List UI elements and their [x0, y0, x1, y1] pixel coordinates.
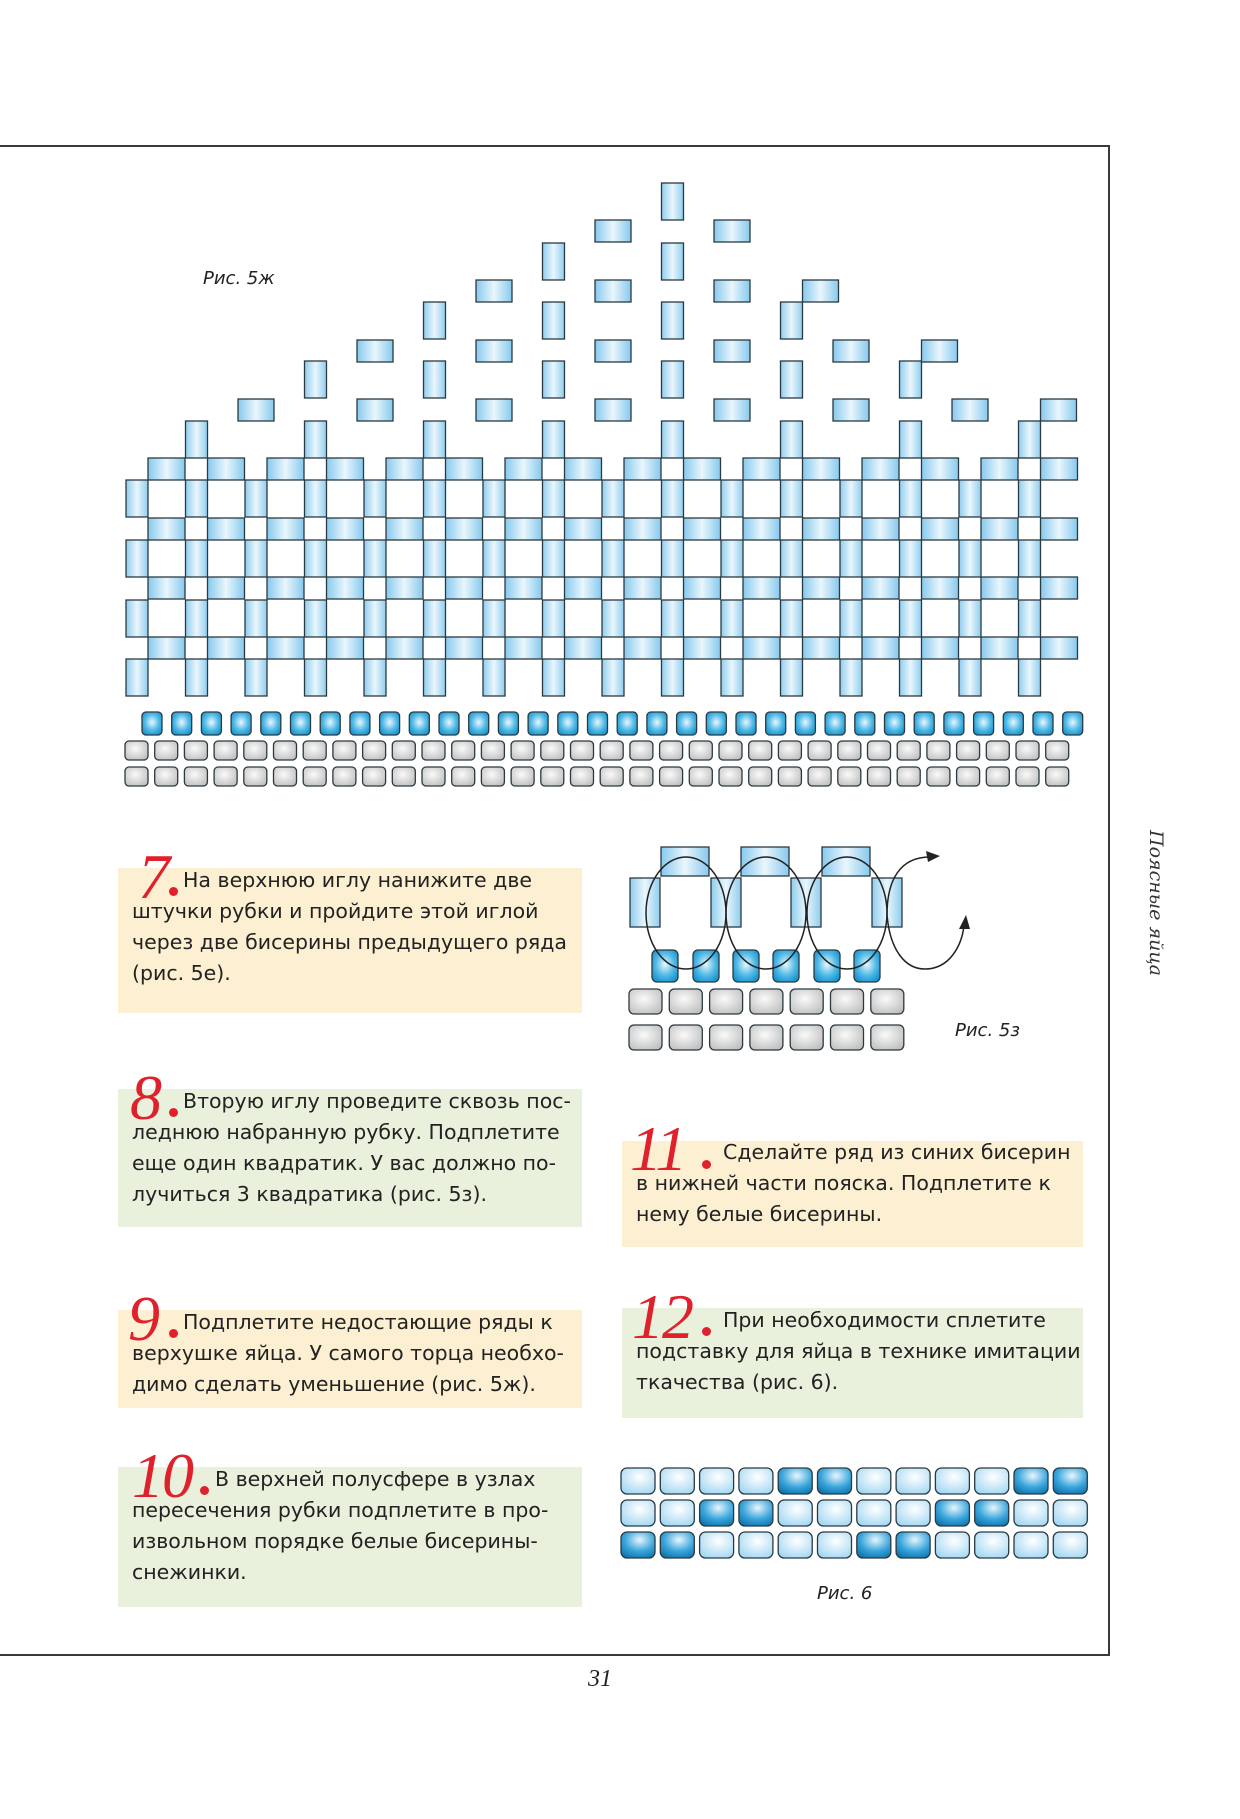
light-bead — [935, 1468, 969, 1494]
step-line: нему белые бисерины. — [636, 1202, 883, 1226]
light-bead — [896, 1500, 930, 1526]
step-line: В верхней полусфере в узлах — [215, 1467, 536, 1491]
figure-5zh-label: Рис. 5ж — [203, 268, 275, 289]
light-bead — [778, 1500, 812, 1526]
step-7 — [118, 841, 582, 1013]
light-bead — [700, 1532, 734, 1558]
light-bead — [857, 1500, 891, 1526]
page-number: 31 — [588, 1666, 612, 1692]
step-dot — [169, 887, 178, 896]
light-bead — [778, 1532, 812, 1558]
step-number: 11 — [630, 1113, 686, 1184]
frame-bottom-line — [0, 1654, 1110, 1656]
step-number: 7 — [138, 841, 168, 912]
light-bead — [621, 1468, 655, 1494]
light-bead — [1053, 1500, 1087, 1526]
dark-bead — [857, 1532, 891, 1558]
dark-bead — [739, 1500, 773, 1526]
step-line: Подплетите недостающие ряды к — [183, 1310, 553, 1334]
step-line: извольном порядке белые бисерины- — [132, 1529, 538, 1553]
step-dot — [169, 1108, 178, 1117]
light-bead — [660, 1500, 694, 1526]
step-line: леднюю набранную рубку. Подплетите — [132, 1120, 560, 1144]
dark-bead — [660, 1532, 694, 1558]
dark-bead — [975, 1500, 1009, 1526]
dark-bead — [1014, 1468, 1048, 1494]
figure-5z-label: Рис. 5з — [955, 1020, 1020, 1041]
light-bead — [935, 1532, 969, 1558]
dark-bead — [700, 1500, 734, 1526]
light-bead — [975, 1468, 1009, 1494]
step-line: еще один квадратик. У вас должно по- — [132, 1151, 556, 1175]
step-line: подставку для яйца в технике имитации — [636, 1339, 1081, 1363]
step-line: Сделайте ряд из синих бисерин — [723, 1140, 1071, 1164]
step-line: пересечения рубки подплетите в про- — [132, 1498, 549, 1522]
step-line: лучиться 3 квадратика (рис. 5з). — [132, 1182, 487, 1206]
step-line: штучки рубки и пройдите этой иглой — [132, 899, 539, 923]
light-bead — [739, 1532, 773, 1558]
dark-bead — [896, 1532, 930, 1558]
step-line: (рис. 5е). — [132, 961, 231, 985]
step-dot — [702, 1327, 711, 1336]
step-dot — [200, 1486, 209, 1495]
step-11 — [622, 1113, 1083, 1247]
step-line: в нижней части пояска. Подплетите к — [636, 1171, 1051, 1195]
light-bead — [818, 1532, 852, 1558]
step-line: Вторую иглу проведите сквозь пос- — [183, 1089, 571, 1113]
step-line: через две бисерины предыдущего ряда — [132, 930, 567, 954]
light-bead — [621, 1500, 655, 1526]
light-bead — [818, 1500, 852, 1526]
step-10 — [118, 1440, 582, 1607]
step-number: 9 — [128, 1283, 158, 1354]
dark-bead — [935, 1500, 969, 1526]
step-line: димо сделать уменьшение (рис. 5ж). — [132, 1372, 536, 1396]
step-12 — [622, 1281, 1083, 1418]
step-line: ткачества (рис. 6). — [636, 1370, 839, 1394]
dark-bead — [818, 1468, 852, 1494]
section-title: Поясные яйца — [1145, 830, 1167, 976]
light-bead — [896, 1468, 930, 1494]
step-line: На верхнюю иглу нанижите две — [183, 868, 533, 892]
step-line: При необходимости сплетите — [723, 1308, 1046, 1332]
light-bead — [1014, 1532, 1048, 1558]
step-dot — [169, 1329, 178, 1338]
dark-bead — [778, 1468, 812, 1494]
step-number: 10 — [132, 1440, 192, 1511]
light-bead — [739, 1468, 773, 1494]
step-line: снежинки. — [132, 1560, 247, 1584]
step-number: 8 — [130, 1062, 160, 1133]
dark-bead — [1053, 1468, 1087, 1494]
step-line: верхушке яйца. У самого торца необхо- — [132, 1341, 564, 1365]
step-9 — [118, 1283, 582, 1408]
dark-bead — [621, 1532, 655, 1558]
light-bead — [975, 1532, 1009, 1558]
step-number: 12 — [632, 1281, 692, 1352]
light-bead — [1014, 1500, 1048, 1526]
light-bead — [1053, 1532, 1087, 1558]
frame-right-line — [1108, 145, 1110, 1656]
step-8 — [118, 1062, 582, 1227]
figure-6-label: Рис. 6 — [817, 1583, 873, 1604]
light-bead — [700, 1468, 734, 1494]
light-bead — [857, 1468, 891, 1494]
light-bead — [660, 1468, 694, 1494]
